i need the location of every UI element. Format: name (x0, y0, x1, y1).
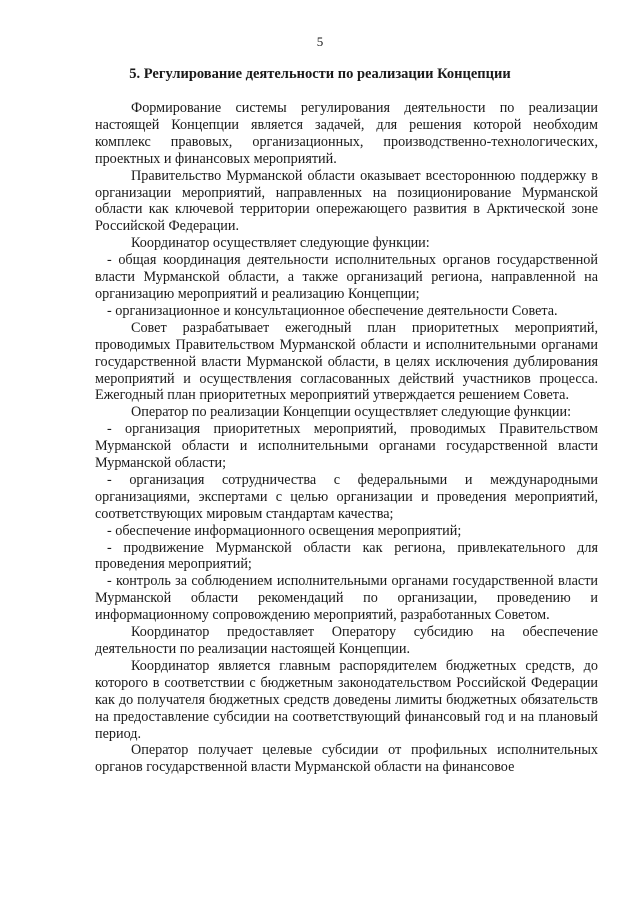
list-item: - контроль за соблюдением исполнительными органами государственной власти Мурманской области рекомендаций по организации, проведению и информационному сопровождению мероприятий, разработанных Советом. (95, 573, 598, 624)
paragraph: Оператор по реализации Концепции осуществляет следующие функции: (131, 404, 572, 421)
paragraph: Координатор является главным распорядителем бюджетных средств, до которого в соответствии с бюджетным законодательством Российской Федерации как до получателя бюджетных средств доведены лимиты бюджетных обязательств на предоставление субсидии на соответствующий финансовый год и на плановый период. (95, 657, 598, 742)
paragraph: Правительство Мурманской области оказывает всестороннюю поддержку в организации мероприятий, направленных на позиционирование Мурманской области как ключевой территории опережающего развития в Арктической зоне Российской Федерации. (95, 167, 598, 235)
section-heading: 5. Регулирование деятельности по реализации Концепции (129, 66, 511, 82)
document-body (95, 100, 598, 776)
list-item: - организация сотрудничества с федеральными и международными организациями, экспертами с целью организации и проведения мероприятий, соответствующих мировым стандартам качества; (95, 471, 598, 522)
paragraph: Оператор получает целевые субсидии от профильных исполнительных органов государственной власти Мурманской области на финансовое (95, 742, 598, 776)
paragraph: Совет разрабатывает ежегодный план приоритетных мероприятий, проводимых Правительством Мурманской области и исполнительными органами государственной власти Мурманской области, в целях исключения дублирования мероприятий и осуществления согласованных действий участников процесса. Ежегодный план приоритетных мероприятий утверждается решением Совета. (95, 319, 598, 404)
paragraph: Координатор предоставляет Оператору субсидию на обеспечение деятельности по реализации настоящей Концепции. (95, 624, 598, 657)
list-item: - организация приоритетных мероприятий, проводимых Правительством Мурманской области и исполнительными органами государственной власти Мурманской области; (95, 421, 598, 472)
list-item: - обеспечение информационного освещения мероприятий; (107, 522, 462, 539)
paragraph: Координатор осуществляет следующие функции: (131, 235, 430, 252)
paragraph: Формирование системы регулирования деятельности по реализации настоящей Концепции является задачей, для решения которой необходим комплекс правовых, организационных, производственно-технологических, проектных и финансовых мероприятий. (95, 100, 598, 167)
list-item: - организационное и консультационное обеспечение деятельности Совета. (107, 302, 558, 319)
list-item: - общая координация деятельности исполнительных органов государственной власти Мурманской области, а также организаций региона, направленной на организацию мероприятий и реализацию Концепции; (95, 252, 598, 302)
list-item: - продвижение Мурманской области как региона, привлекательного для проведения мероприятий; (95, 539, 598, 573)
page-number: 5 (316, 34, 324, 49)
